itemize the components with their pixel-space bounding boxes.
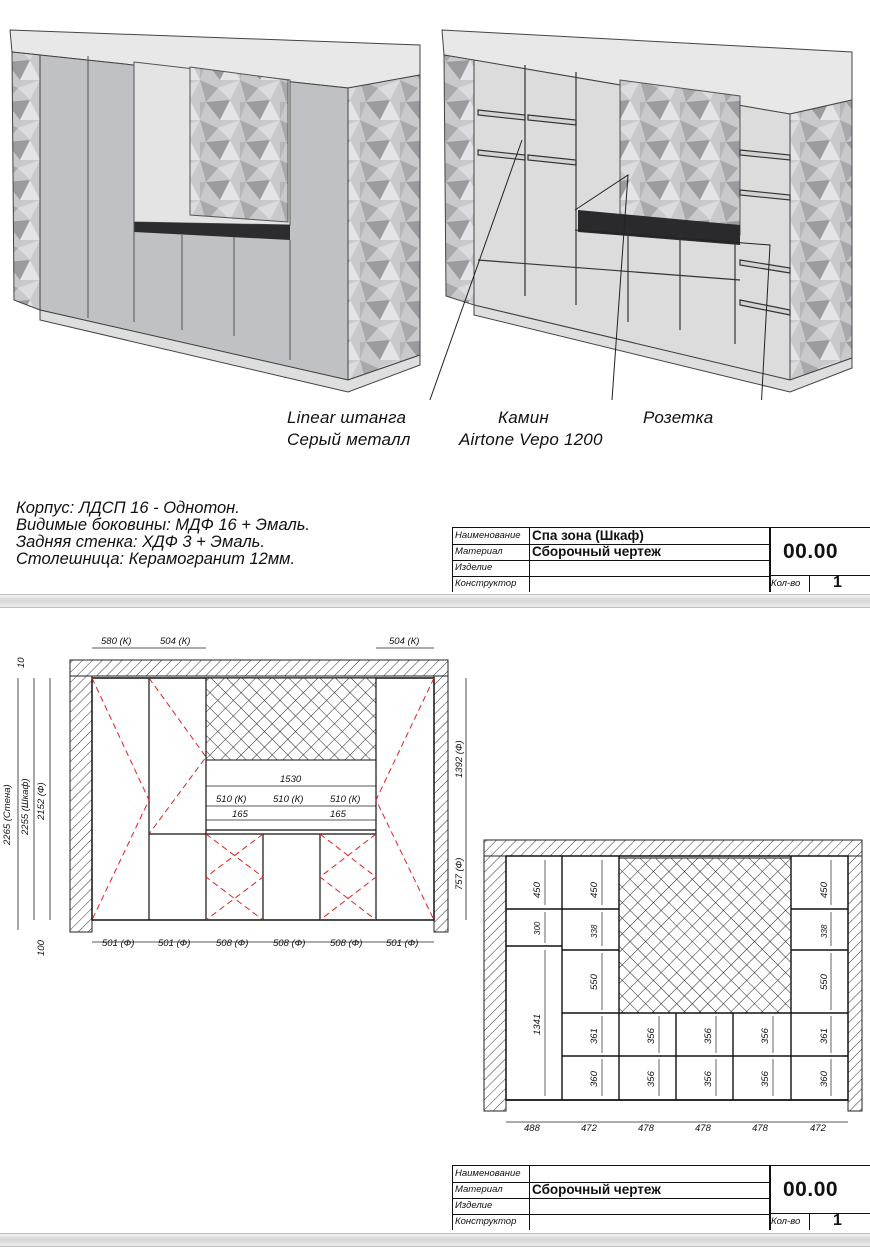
tb-label: Изделие (455, 1200, 493, 1211)
dim-right-col: 361 (819, 1028, 830, 1044)
dim-bottom: 472 (581, 1123, 597, 1134)
tb-qty-label: Кол-во (771, 578, 801, 589)
open-cabinet-render (442, 30, 852, 392)
tb-code: 00.00 (783, 540, 839, 563)
tb-code: 00.00 (783, 1178, 839, 1201)
dim-col1: 300 (533, 921, 542, 935)
dim-right-col: 550 (819, 974, 830, 990)
dim-col2: 450 (589, 882, 600, 898)
dim-col2: 550 (589, 974, 600, 990)
note-line: Задняя стенка: ХДФ 3 + Эмаль. (16, 533, 265, 551)
dim-right: 757 (Ф) (454, 857, 465, 890)
dim-bottom: 501 (Ф) (386, 938, 419, 949)
dim-mid: 356 (703, 1028, 714, 1044)
dim-inner-small: 165 (232, 809, 248, 820)
dim-bottom: 508 (Ф) (330, 938, 363, 949)
dim-bottom: 472 (810, 1123, 826, 1134)
tb-qty: 1 (833, 574, 842, 591)
dim-right-col: 338 (820, 924, 829, 938)
dim-top-1: 580 (К) (101, 636, 132, 647)
rail-callout-material: Серый металл (287, 430, 411, 449)
closed-cabinet-render (10, 30, 420, 392)
tb-qty: 1 (833, 1212, 842, 1229)
dim-left: 10 (16, 657, 27, 668)
dim-inner: 510 (К) (330, 794, 361, 805)
tb-label: Наименование (455, 1168, 521, 1179)
dim-mid: 356 (703, 1071, 714, 1087)
tb-label: Материал (455, 546, 503, 557)
tb-label: Наименование (455, 530, 521, 541)
dim-bottom: 478 (638, 1123, 654, 1134)
tb-name-value: Спа зона (Шкаф) (532, 528, 644, 543)
tb-label: Конструктор (455, 578, 517, 589)
dim-mid: 356 (646, 1028, 657, 1044)
sheet-separator (0, 1233, 870, 1247)
dim-mid: 356 (646, 1071, 657, 1087)
socket-callout-title: Розетка (643, 408, 714, 427)
cabinet-3d-render (0, 0, 870, 400)
dim-top-3: 504 (К) (389, 636, 420, 647)
front-view-drawing (0, 620, 470, 965)
dim-bottom: 501 (Ф) (102, 938, 135, 949)
note-line: Столешница: Керамогранит 12мм. (16, 550, 296, 568)
dim-top-2: 504 (К) (160, 636, 191, 647)
dim-left: 2265 (Стена) (2, 784, 13, 845)
note-line: Корпус: ЛДСП 16 - Однотон. (16, 499, 240, 517)
tb-label: Материал (455, 1184, 503, 1195)
tb-label: Изделие (455, 562, 493, 573)
note-line: Видимые боковины: МДФ 16 + Эмаль. (16, 516, 311, 534)
tb-material-value: Сборочный чертеж (532, 1182, 661, 1197)
dim-col2: 361 (589, 1028, 600, 1044)
dim-mid: 356 (760, 1028, 771, 1044)
dim-inner: 510 (К) (273, 794, 304, 805)
dim-bottom: 501 (Ф) (158, 938, 191, 949)
dim-inner-small: 165 (330, 809, 346, 820)
dim-col2: 338 (590, 924, 599, 938)
dim-bottom: 508 (Ф) (273, 938, 306, 949)
interior-view-drawing (470, 830, 870, 1142)
dim-inner: 510 (К) (216, 794, 247, 805)
dim-right-col: 360 (819, 1071, 830, 1087)
dim-right-col: 450 (819, 882, 830, 898)
dim-inner-width: 1530 (280, 774, 302, 785)
dim-bottom: 488 (524, 1123, 540, 1134)
dim-bottom: 478 (695, 1123, 711, 1134)
tb-label: Конструктор (455, 1216, 517, 1227)
sheet-separator (0, 594, 870, 608)
dim-bottom: 478 (752, 1123, 768, 1134)
dim-col2: 360 (589, 1071, 600, 1087)
dim-col1: 1341 (532, 1013, 543, 1035)
tb-material-value: Сборочный чертеж (532, 544, 661, 559)
dim-left: 2152 (Ф) (36, 782, 47, 820)
material-notes (16, 500, 310, 568)
title-block-bottom (452, 1165, 870, 1230)
dim-right: 1392 (Ф) (454, 740, 465, 778)
tb-qty-label: Кол-во (771, 1216, 801, 1227)
rail-callout-title: Linear штанга (287, 408, 407, 427)
title-block-top (452, 527, 870, 592)
fireplace-callout-model: Airtone Vepo 1200 (459, 430, 603, 449)
dim-bottom: 508 (Ф) (216, 938, 249, 949)
dim-left: 100 (36, 940, 47, 956)
dim-mid: 356 (760, 1071, 771, 1087)
fireplace-callout-title: Камин (498, 408, 549, 427)
dim-col1: 450 (532, 882, 543, 898)
dim-left: 2255 (Шкаф) (20, 778, 31, 835)
